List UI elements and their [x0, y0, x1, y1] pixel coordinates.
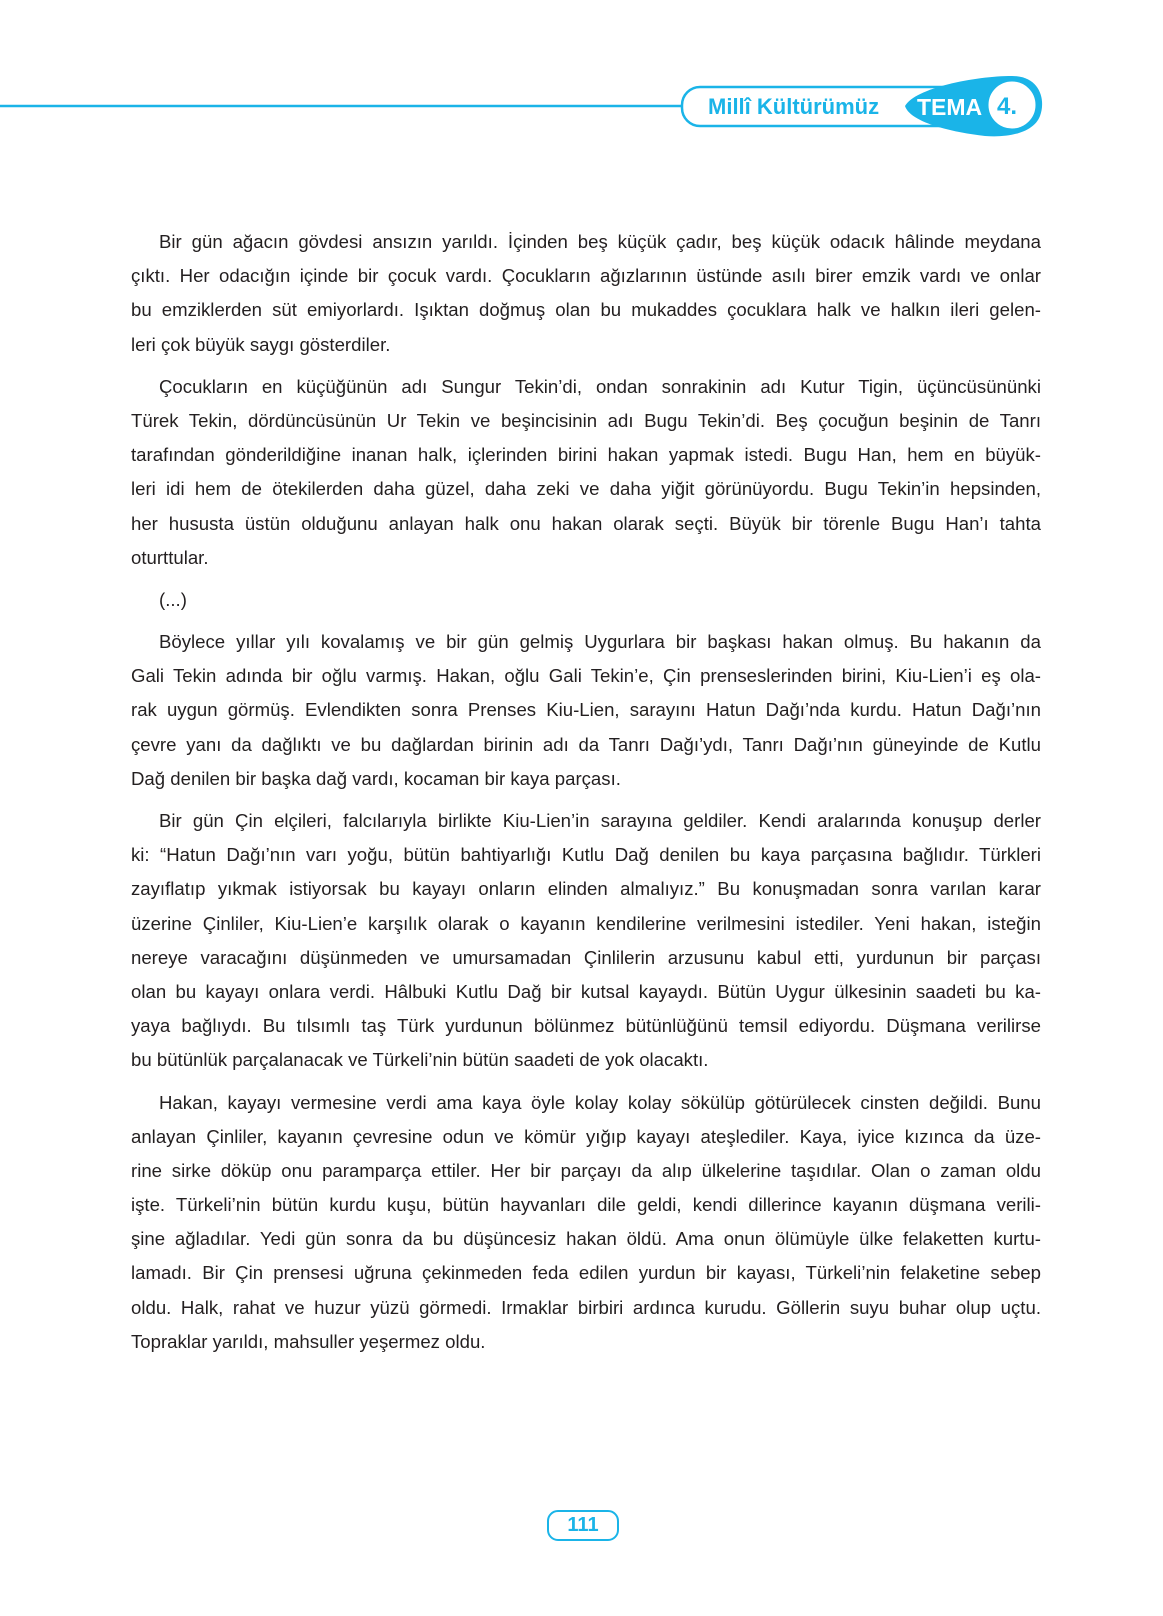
- text-line: bu emziklerden süt emiyorlardı. Işıktan doğmuş olan bu mukaddes çocuklara halk ve halkın ileri gelen-: [131, 299, 1041, 321]
- text-line: rak uygun görmüş. Evlendikten sonra Prenses Kiu-Lien, sarayını Hatun Dağı’nda kurdu. Hatun Dağı’nın: [131, 699, 1041, 721]
- text-line: zayıflatıp yıkmak istiyorsak bu kayayı onların elinden almalıyız.” Bu konuşmadan sonra varılan karar: [131, 878, 1041, 900]
- text-line: her hususta üstün olduğunu anlayan halk onu hakan olarak seçti. Büyük bir törenle Bugu Han’ı tahta: [131, 512, 1041, 534]
- paragraph: [131, 225, 1041, 362]
- text-line: çıktı. Her odacığın içinde bir çocuk vardı. Çocukların ağızlarının üstünde asılı birer emzik vardı ve onlar: [131, 265, 1041, 287]
- text-line: Hakan, kayayı vermesine verdi ama kaya öyle kolay kolay sökülüp götürülecek cinsten değildi. Bunu: [159, 1091, 1041, 1113]
- text-line: ki: “Hatun Dağı’nın varı yoğu, bütün bahtiyarlığı Kutlu Dağ denilen bu kaya parçasına bağlıdır. Türkleri: [131, 844, 1041, 866]
- text-line: leri idi hem de ötekilerden daha güzel, daha zeki ve daha yiğit görünüyordu. Bugu Tekin’in hepsinden,: [131, 478, 1041, 500]
- text-line: leri çok büyük saygı gösterdiler.: [131, 333, 391, 355]
- paragraph: [131, 804, 1041, 1078]
- text-line: Bir gün ağacın gövdesi ansızın yarıldı. İçinden beş küçük çadır, beş küçük odacık hâlinde meydana: [159, 231, 1041, 252]
- text-line: oturttular.: [131, 546, 209, 568]
- text-line: yaya bağlıydı. Bu tılsımlı taş Türk yurdunun bölünmez bütünlüğünü temsil ediyordu. Düşmana verilirse: [131, 1015, 1041, 1037]
- paragraph: [131, 370, 1041, 575]
- text-line: nereye varacağını düşünmeden ve umursamadan Çinlilerin arzusunu kabul etti, yurdunun bir parçası: [131, 946, 1041, 968]
- text-line: Dağ denilen bir başka dağ vardı, kocaman bir kaya parçası.: [131, 767, 621, 789]
- text-line: tarafından gönderildiğine inanan halk, içlerinden birini hakan yapmak istedi. Bugu Han, hem en büyük-: [131, 444, 1041, 466]
- header-banner-graphic: [0, 70, 1163, 150]
- text-line: bu bütünlük parçalanacak ve Türkeli’nin bütün saadeti de yok olacaktı.: [131, 1049, 709, 1071]
- text-line: çevre yanı da dağlıktı ve bu dağlardan birinin adı da Tanrı Dağı’ydı, Tanrı Dağı’nın güneyinde de Kutlu: [131, 733, 1041, 755]
- page-number: 111: [547, 1510, 619, 1541]
- text-line: oldu. Halk, rahat ve huzur yüzü görmedi. Irmaklar birbiri ardınca kurudu. Göllerin suyu buhar olup uçtu.: [131, 1296, 1041, 1318]
- paragraph: [131, 1086, 1041, 1360]
- text-line: rine sirke döküp onu paramparça ettiler. Her bir parçayı da alıp ülkelerine taşıdılar. Olan o zaman oldu: [131, 1159, 1041, 1181]
- text-line: üzerine Çinliler, Kiu-Lien’e karşılık olarak o kayanın kendilerine verilmesini istediler. Yeni hakan, isteğin: [131, 912, 1041, 934]
- text-line: Türek Tekin, dördüncüsünün Ur Tekin ve beşincisinin adı Bugu Tekin’di. Beş çocuğun beşinin de Tanrı: [131, 409, 1041, 431]
- story-body: [131, 225, 1041, 1367]
- text-line: işte. Türkeli’nin bütün kurdu kuşu, bütün hayvanları dile geldi, kendi dillerince kayanın düşmana verili-: [131, 1194, 1041, 1216]
- text-line: Böylece yıllar yılı kovalamış ve bir gün gelmiş Uygurlara bir başkası hakan olmuş. Bu hakanın da: [159, 631, 1041, 653]
- page-header: [0, 70, 1163, 150]
- text-line: şine ağladılar. Yedi gün sonra da bu düşüncesiz hakan öldü. Ama onun ölümüyle ülke felaketten kurtu-: [131, 1228, 1041, 1250]
- text-line: lamadı. Bir Çin prensesi uğruna çekinmeden feda edilen yurdun bir kayası, Türkeli’nin felaketine sebep: [131, 1262, 1041, 1284]
- text-line: (...): [159, 588, 187, 610]
- text-line: Gali Tekin adında bir oğlu varmış. Hakan, oğlu Gali Tekin’e, Çin prenseslerinden birini, Kiu-Lien’i eş ola-: [131, 665, 1041, 687]
- paragraph: [131, 583, 1041, 617]
- section-title: Millî Kültürümüz: [708, 94, 880, 119]
- tema-number: 4.: [997, 93, 1018, 120]
- text-line: Topraklar yarıldı, mahsuller yeşermez oldu.: [131, 1330, 486, 1352]
- text-line: anlayan Çinliler, kayanın çevresine odun ve kömür yığıp kayayı ateşlediler. Kaya, iyice kızınca da üze-: [131, 1125, 1041, 1147]
- text-line: olan bu kayayı onlara verdi. Hâlbuki Kutlu Dağ bir kutsal kayaydı. Bütün Uygur ülkesinin saadeti bu ka-: [131, 980, 1041, 1002]
- tema-label: TEMA: [917, 94, 983, 120]
- paragraph: [131, 625, 1041, 796]
- text-line: Bir gün Çin elçileri, falcılarıyla birlikte Kiu-Lien’in sarayına geldiler. Kendi aralarında konuşup derler: [159, 810, 1041, 831]
- text-line: Çocukların en küçüğünün adı Sungur Tekin’di, ondan sonrakinin adı Kutur Tigin, üçüncüsününki: [159, 375, 1041, 397]
